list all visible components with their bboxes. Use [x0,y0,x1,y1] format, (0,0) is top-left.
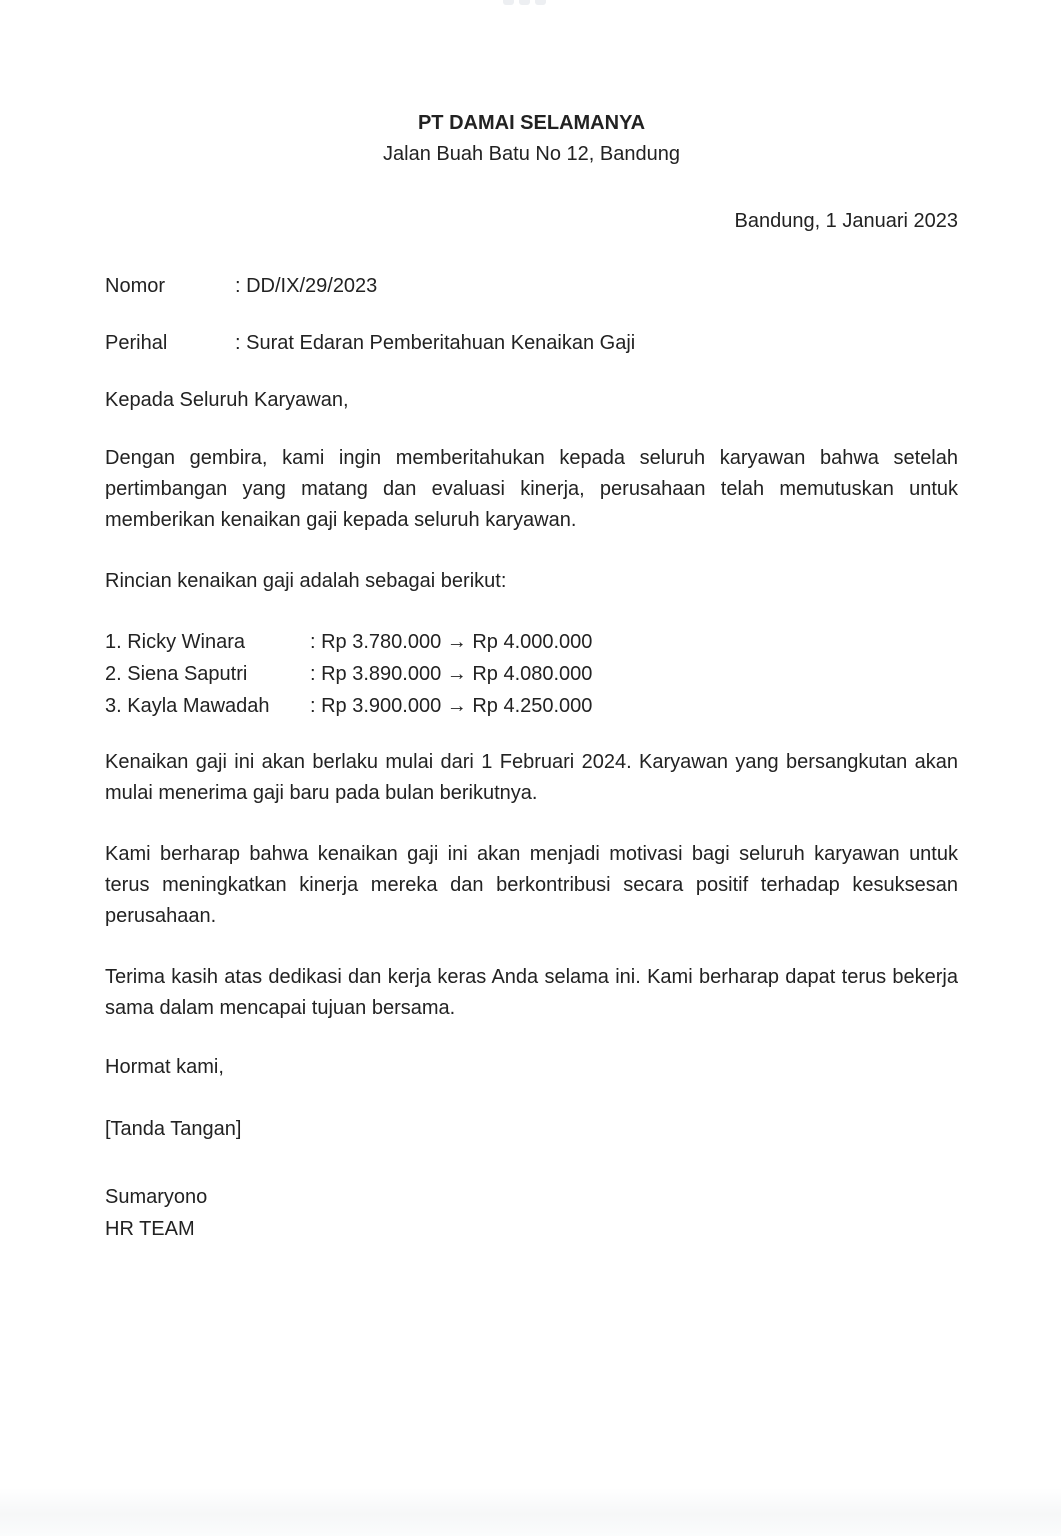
thanks-paragraph: Terima kasih atas dedikasi dan kerja keras Anda selama ini. Kami berharap dapat terus bekerja sama dalam mencapai tujuan bersama. [105,966,958,1019]
greeting: Kepada Seluruh Karyawan, [105,389,349,411]
company-address: Jalan Buah Batu No 12, Bandung [383,143,680,165]
date-line: Bandung, 1 Januari 2023 [734,210,958,232]
perihal-value: : Surat Edaran Pemberitahuan Kenaikan Gaji [235,332,636,354]
salary-name: 3. Kayla Mawadah [105,695,270,717]
effective-paragraph: Kenaikan gaji ini akan berlaku mulai dari 1 Februari 2024. Karyawan yang bersangkutan akan mulai menerima gaji baru pada bulan berikutnya. [105,751,958,804]
salary-name: 2. Siena Saputri [105,663,248,685]
letter-header [105,108,958,170]
meta-row-nomor [105,271,958,302]
nomor-value: : DD/IX/29/2023 [235,275,378,297]
page-bottom-shadow [0,1488,1061,1536]
signature-placeholder: [Tanda Tangan] [105,1118,242,1140]
salary-list-item [105,690,958,722]
salary-change: : Rp 3.780.000 → Rp 4.000.000 [310,631,593,653]
salary-name: 1. Ricky Winara [105,631,246,653]
meta-row-perihal [105,328,958,359]
salary-change: : Rp 3.900.000 → Rp 4.250.000 [310,695,593,717]
signer-title: HR TEAM [105,1218,195,1240]
nomor-label: Nomor [105,275,166,297]
salary-change: : Rp 3.890.000 → Rp 4.080.000 [310,663,593,685]
salary-list-item [105,626,958,658]
salary-list-item [105,658,958,690]
signer-name: Sumaryono [105,1186,208,1208]
signoff: Hormat kami, [105,1056,224,1078]
hope-paragraph: Kami berharap bahwa kenaikan gaji ini akan menjadi motivasi bagi seluruh karyawan untuk terus meningkatkan kinerja mereka dan berkontribusi secara positif terhadap kesuksesan perusahaan. [105,843,958,927]
company-name: PT DAMAI SELAMANYA [417,112,646,134]
salary-list [105,626,958,722]
list-intro: Rincian kenaikan gaji adalah sebagai berikut: [105,570,507,592]
letter-meta [105,271,958,359]
closing-block [105,1052,958,1245]
intro-paragraph: Dengan gembira, kami ingin memberitahukan kepada seluruh karyawan bahwa setelah pertimbangan yang matang dan evaluasi kinerja, perusahaan telah memutuskan untuk memberikan kenaikan gaji kepada seluruh karyawan. [105,447,958,531]
perihal-label: Perihal [105,332,168,354]
